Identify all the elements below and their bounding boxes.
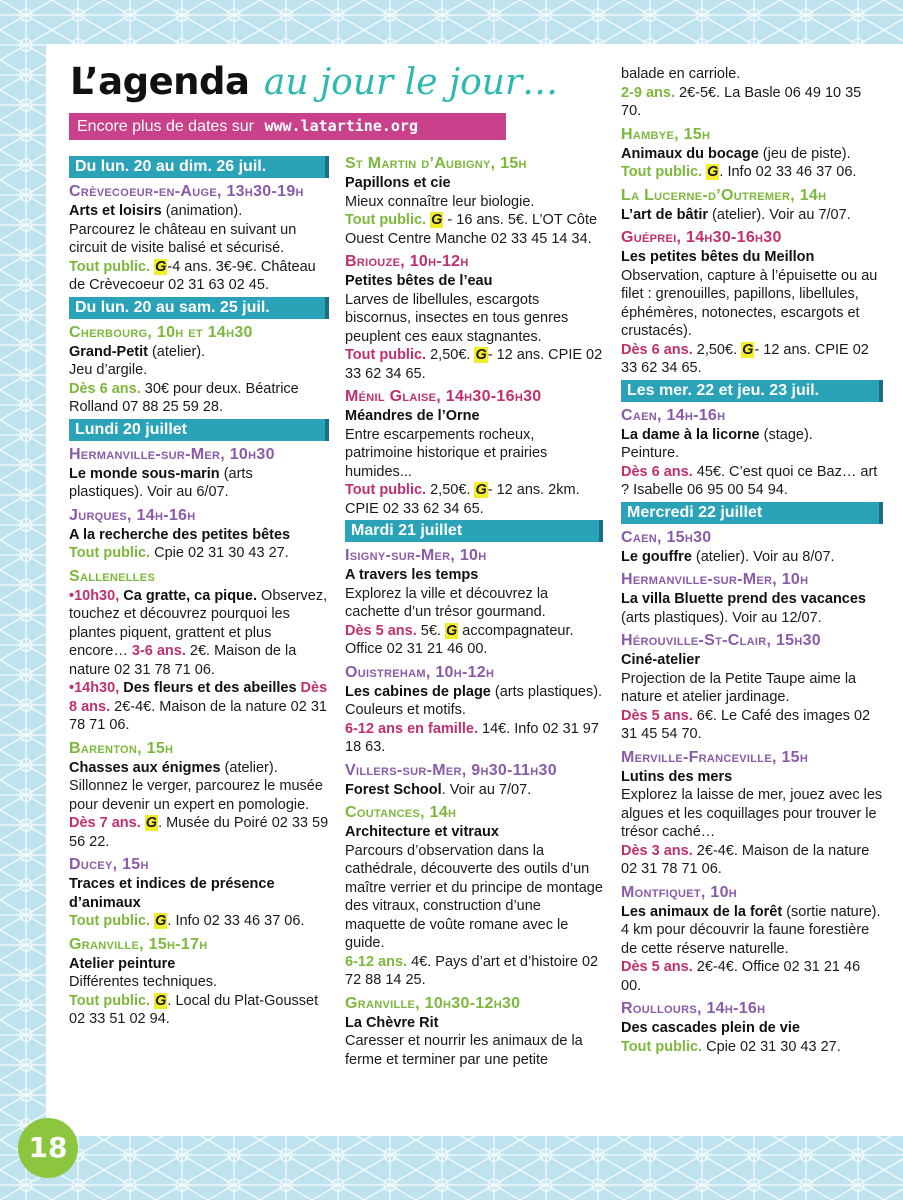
free-badge: G: [475, 482, 487, 498]
event-details: . Info 02 33 46 37 06.: [167, 913, 305, 929]
event-entry: [345, 781, 603, 800]
event-age: Tout public.: [345, 482, 427, 498]
event-location: Ménil Glaise, 14h30-16h30: [345, 388, 542, 405]
event-info: [621, 707, 883, 744]
event-type: (arts plastiques).: [490, 683, 603, 700]
free-badge: G: [742, 341, 754, 358]
event-entry: [345, 683, 603, 702]
event-description: Explorez la ville et découvrez la cachette d’un trésor gourmand.: [345, 585, 549, 620]
event-location: Caen, 14h-16h: [621, 406, 726, 424]
event-description: Caresser et nourrir les animaux de la ferme et terminer par une petite: [345, 1033, 583, 1068]
event-location: Montfiquet, 10h: [621, 883, 738, 901]
event-age: 3-6 ans.: [131, 643, 186, 659]
free-badge: G: [155, 992, 167, 1009]
event-age: Dès 7 ans.: [69, 815, 141, 831]
event-details: 30€ pour deux. Béatrice Rolland 07 88 25 59 28.: [69, 380, 299, 415]
event-location: Briouze, 10h-12h: [345, 253, 469, 270]
event-title: Arts et loisirs: [69, 203, 162, 219]
event-location: Roullours, 14h-16h: [621, 1000, 766, 1017]
event-details: . Info 02 33 46 37 06.: [719, 164, 857, 180]
event-age: Dès 3 ans.: [621, 842, 693, 859]
event-details: (atelier). Voir au 7/07.: [708, 206, 851, 223]
event-location: Ducey, 15h: [69, 856, 149, 873]
event-title: Animaux du bocage: [621, 145, 759, 162]
event-location: Cherbourg, 10h et 14h30: [69, 323, 253, 341]
event-location: Coutances, 14h: [345, 804, 457, 821]
event-description: Mieux connaître leur biologie.: [345, 193, 535, 210]
event-entry: [69, 759, 329, 778]
event-entry: [69, 202, 329, 221]
event-location: Granville, 10h30-12h30: [345, 994, 521, 1012]
event-entry: [621, 590, 883, 627]
event-entry: [69, 587, 329, 680]
event-title: Les cabines de plage: [345, 683, 491, 700]
event-details: 2€-4€. Maison de la nature 02 31 78 71 06.: [621, 842, 870, 877]
event-title: Des cascades plein de vie: [621, 1020, 800, 1036]
event-info: [345, 346, 603, 383]
event-entry: [621, 1019, 883, 1038]
event-info: [345, 953, 603, 990]
event-location: Hermanville-sur-Mer, 10h: [621, 571, 809, 588]
date-bar: Mercredi 22 juillet: [621, 502, 883, 524]
column-3: [621, 65, 883, 1056]
free-badge: G: [707, 164, 719, 180]
event-description: Larves de libellules, escargots biscornus, insectes en tous genres peuplent ces eaux stagnantes.: [345, 291, 569, 345]
event-details: . Local du Plat-Gousset 02 33 51 02 94.: [69, 992, 319, 1027]
event-entry: [345, 566, 603, 585]
event-info: [621, 341, 883, 378]
event-age: Tout public.: [69, 545, 151, 561]
event-title: Des fleurs et des abeilles: [123, 680, 297, 696]
event-details: 2€-5€. La Basle 06 49 10 35 70.: [621, 84, 862, 119]
event-age: Dès 6 ans.: [69, 380, 141, 397]
event-entry: [345, 272, 603, 291]
event-title: La villa Bluette prend des vacances: [621, 591, 866, 607]
event-location: Hérouville-St-Clair, 15h30: [621, 632, 821, 649]
event-location: Caen, 15h30: [621, 528, 712, 546]
event-price: 2,50€.: [426, 482, 475, 498]
event-age: 6-12 ans.: [345, 953, 408, 970]
event-description: balade en carriole.: [621, 66, 741, 82]
promo-link[interactable]: www.latartine.org: [264, 117, 418, 135]
event-details: . Voir au 7/07.: [441, 781, 532, 798]
event-title: La Chèvre Rit: [345, 1014, 439, 1031]
event-entry: [621, 248, 883, 267]
event-info: [345, 622, 603, 659]
event-title: La dame à la licorne: [621, 426, 760, 443]
column-1: [69, 154, 329, 1029]
event-title: Architecture et vitraux: [345, 824, 499, 840]
free-badge: G: [155, 913, 167, 929]
event-entry: [621, 426, 883, 445]
event-description: Parcours d’observation dans la cathédrale, découverte des outils d’un maître verrier et du principe de montage des vitraux, construction d’une maquette de voûte romane avec le guide.: [345, 842, 603, 951]
event-price: 5€.: [416, 622, 445, 639]
event-description: 4 km pour découvrir la faune forestière de cette réserve naturelle.: [621, 922, 870, 957]
event-details: -4 ans. 3€-9€. Château de Crèvecoeur 02 31 63 02 45.: [69, 258, 316, 293]
event-age: Tout public.: [69, 992, 151, 1009]
event-description: Couleurs et motifs.: [345, 702, 466, 718]
event-details: - 12 ans. CPIE 02 33 62 34 65.: [621, 341, 869, 376]
event-details: (arts plastiques). Voir au 6/07.: [69, 465, 253, 500]
event-entry: [345, 407, 603, 426]
event-price: 2,50€.: [692, 341, 742, 358]
event-description: Explorez la laisse de mer, jouez avec les algues et les coquillages pour trouver le trésor caché…: [621, 787, 883, 840]
event-description: Peinture.: [621, 445, 680, 461]
date-bar: Du lun. 20 au sam. 25 juil.: [69, 297, 329, 319]
event-title: Papillons et cie: [345, 175, 451, 191]
event-description: Projection de la Petite Taupe aime la nature et atelier jardinage.: [621, 670, 857, 705]
event-info: [621, 958, 883, 995]
event-type: (atelier).: [220, 759, 278, 776]
event-details: . Musée du Poiré 02 33 59 56 22.: [69, 815, 329, 850]
event-info: [621, 163, 883, 182]
column-2: [345, 154, 603, 1069]
event-info: [69, 380, 329, 417]
event-title: Le gouffre: [621, 548, 692, 565]
event-info: [621, 84, 883, 121]
event-details: (atelier). Voir au 8/07.: [691, 548, 835, 565]
event-info: [69, 544, 329, 563]
event-entry: [621, 206, 883, 225]
event-age: Dès 6 ans.: [621, 341, 693, 358]
event-details: 4€. Pays d’art et d’histoire 02 72 88 14 25.: [345, 953, 599, 988]
event-age: 6-12 ans en famille.: [345, 720, 478, 737]
event-title: A travers les temps: [345, 567, 479, 583]
date-bar: Mardi 21 juillet: [345, 520, 603, 542]
event-description: Observation, capture à l’épuisette ou au filet : grenouilles, papillons, libellules, éphémères, notonectes, escargots et crustacés).: [621, 267, 878, 339]
page-title: [70, 60, 558, 103]
event-info: [621, 1038, 883, 1057]
event-location: Hambye, 15h: [621, 125, 711, 143]
event-title: Atelier peinture: [69, 955, 176, 972]
event-description: Sillonnez le verger, parcourez le musée pour devenir un expert en pomologie.: [69, 778, 323, 813]
event-info: [69, 992, 329, 1029]
event-details: 14€. Info 02 31 97 18 63.: [345, 720, 599, 755]
event-description: Jeu d’argile.: [69, 362, 148, 378]
event-time: •14h30,: [69, 680, 124, 696]
date-bar: Lundi 20 juillet: [69, 419, 329, 441]
event-details: - 12 ans. 2km. CPIE 02 33 62 34 65.: [345, 482, 580, 517]
event-type: (jeu de piste).: [758, 145, 851, 162]
event-details: 2€. Maison de la nature 02 31 78 71 06.: [69, 643, 297, 678]
event-entry: [345, 823, 603, 842]
event-title: Grand-Petit: [69, 343, 148, 360]
event-location: La Lucerne-d’Outremer, 14h: [621, 186, 827, 204]
event-details: 2€-4€. Maison de la nature 02 31 78 71 06.: [69, 698, 327, 733]
event-entry: [621, 903, 883, 922]
event-location: Villers-sur-Mer, 9h30-11h30: [345, 761, 557, 779]
event-description: Parcourez le château en suivant un circuit de visite balisé et sécurisé.: [69, 221, 297, 256]
event-entry: [621, 768, 883, 787]
event-title: Chasses aux énigmes: [69, 759, 221, 776]
event-location: Isigny-sur-Mer, 10h: [345, 547, 487, 564]
event-title: Le monde sous-marin: [69, 465, 220, 482]
date-bar: Les mer. 22 et jeu. 23 juil.: [621, 380, 883, 402]
event-title: Les animaux de la forêt: [621, 903, 783, 920]
event-info: [621, 842, 883, 879]
event-location: Hermanville-sur-Mer, 10h30: [69, 445, 275, 463]
event-location: Guéprei, 14h30-16h30: [621, 229, 782, 246]
event-details: (arts plastiques). Voir au 12/07.: [621, 609, 822, 626]
event-entry: [621, 651, 883, 670]
event-type: (sortie nature).: [782, 903, 881, 920]
free-badge: G: [431, 212, 443, 228]
date-bar: Du lun. 20 au dim. 26 juil.: [69, 156, 329, 178]
event-location: St Martin d’Aubigny, 15h: [345, 155, 527, 172]
event-entry: [69, 465, 329, 502]
event-info: [69, 258, 329, 295]
event-entry: [69, 875, 329, 912]
event-time: •10h30,: [69, 587, 124, 604]
page-number-badge: 18: [18, 1118, 78, 1178]
event-age: Tout public.: [69, 258, 151, 275]
event-details: 2€-4€. Office 02 31 21 46 00.: [621, 959, 861, 994]
event-title: Ca gratte, ca pique.: [123, 587, 258, 604]
event-details: 6€. Le Café des images 02 31 45 54 70.: [621, 707, 871, 742]
event-location: Crèvecoeur-en-Auge, 13h30-19h: [69, 183, 304, 200]
event-type: (atelier).: [147, 343, 206, 360]
event-title: Traces et indices de présence d’animaux: [69, 876, 275, 911]
event-details: Cpie 02 31 30 43 27.: [702, 1038, 841, 1055]
event-entry: [69, 343, 329, 362]
event-entry: [69, 679, 329, 735]
event-entry: [345, 174, 603, 193]
event-age: Dès 5 ans.: [621, 707, 693, 724]
event-age: Dès 5 ans.: [621, 959, 693, 975]
event-description: Différentes techniques.: [69, 974, 218, 990]
event-location: Granville, 15h-17h: [69, 935, 208, 953]
event-details: accompagnateur. Office 02 31 21 46 00.: [345, 622, 574, 657]
event-details: Cpie 02 31 30 43 27.: [150, 545, 289, 561]
event-title: Forest School: [345, 781, 442, 798]
event-location: Merville-Franceville, 15h: [621, 748, 809, 766]
event-title: A la recherche des petites bêtes: [69, 526, 291, 543]
event-entry: [69, 955, 329, 974]
event-entry: [621, 548, 883, 567]
free-badge: G: [145, 815, 158, 831]
event-details: - 16 ans. 5€. L’OT Côte Ouest Centre Manche 02 33 45 14 34.: [345, 212, 598, 247]
title-main: L’agenda: [70, 60, 250, 103]
event-info: [345, 211, 603, 248]
event-age: Dès 6 ans.: [621, 463, 693, 480]
event-entry: [69, 526, 329, 545]
free-badge: G: [475, 347, 487, 363]
event-details: 45€. C’est quoi ce Baz… art ? Isabelle 06 95 00 54 94.: [621, 463, 878, 498]
title-script: au jour le jour…: [263, 62, 559, 103]
event-info: [69, 814, 329, 851]
event-description: Observez, touchez et découvrez pourquoi les plantes piquent, grattent et plus encore…: [69, 587, 328, 659]
event-entry: [345, 1014, 603, 1033]
event-age: Tout public.: [621, 1038, 703, 1055]
event-entry: [621, 145, 883, 164]
event-title: Lutins des mers: [621, 768, 733, 785]
free-badge: G: [445, 622, 458, 639]
free-badge: G: [155, 258, 167, 275]
event-location: Sallenelles: [69, 567, 156, 585]
event-location: Ouistreham, 10h-12h: [345, 663, 495, 681]
event-title: Petites bêtes de l’eau: [345, 273, 493, 289]
event-age: Tout public.: [69, 913, 151, 929]
event-info: [345, 481, 603, 518]
event-type: (stage).: [759, 426, 813, 443]
event-title: Méandres de l’Orne: [345, 408, 480, 424]
event-info: [345, 720, 603, 757]
event-title: Les petites bêtes du Meillon: [621, 249, 815, 265]
event-type: (animation).: [161, 203, 243, 219]
event-info: [69, 912, 329, 931]
event-age: Tout public.: [345, 347, 427, 363]
promo-text: Encore plus de dates sur: [77, 118, 254, 135]
event-price: 2,50€.: [426, 347, 475, 363]
event-age: 2-9 ans.: [621, 84, 675, 101]
event-title: L’art de bâtir: [621, 206, 709, 223]
event-location: Barenton, 15h: [69, 739, 174, 757]
event-age: Dès 8 ans.: [69, 680, 328, 715]
event-age: Dès 5 ans.: [345, 622, 417, 639]
event-info: [621, 463, 883, 500]
event-details: - 12 ans. CPIE 02 33 62 34 65.: [345, 347, 603, 382]
event-title: Ciné-atelier: [621, 652, 700, 668]
event-age: Tout public.: [621, 164, 703, 180]
promo-banner[interactable]: [69, 113, 506, 140]
event-description: Entre escarpements rocheux, patrimoine historique et prairies humides...: [345, 426, 548, 480]
event-age: Tout public.: [345, 212, 427, 228]
event-location: Jurques, 14h-16h: [69, 506, 196, 524]
